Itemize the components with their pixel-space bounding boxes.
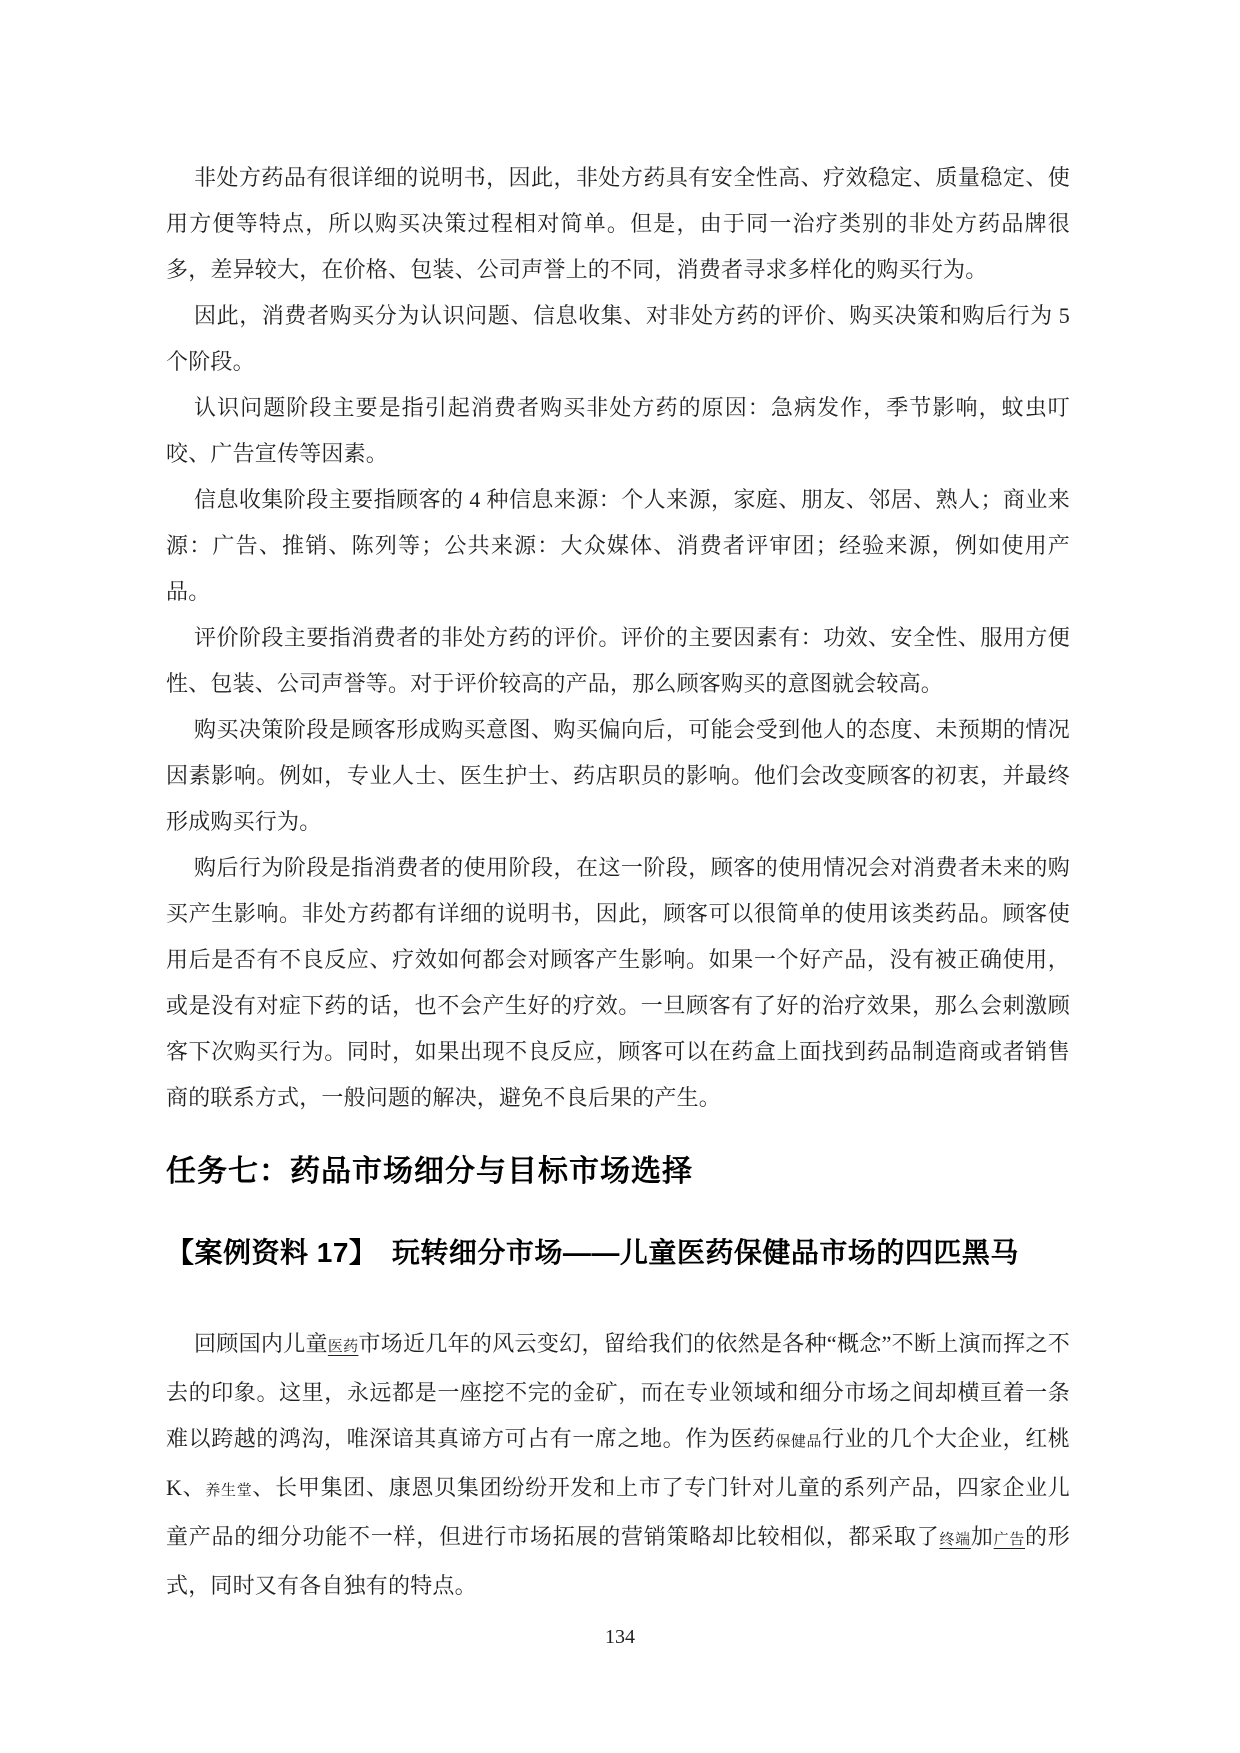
small-text-run: 终端 bbox=[939, 1532, 971, 1548]
small-text-run: 保健品 bbox=[775, 1434, 823, 1450]
text-run: 回顾国内儿童 bbox=[194, 1331, 328, 1356]
case-intro-paragraph bbox=[166, 1321, 1070, 1609]
text-run: 行业的几个大企业，红桃 K、 bbox=[166, 1426, 1071, 1500]
text-run: 市场近几年的风云变幻，留给我们的依然是各种“概念”不断上演而挥之不去的印象。这里，永远都是一座挖不完的金矿，而在专业领域和细分市场之间却横亘着一条难以跨越的鸿沟，唯深谙其真谛方可占有一席之地。作为医药 bbox=[166, 1331, 1070, 1451]
text-run: 的形式，同时又有各自独有的特点。 bbox=[166, 1524, 1070, 1598]
task-heading: 任务七：药品市场细分与目标市场选择 bbox=[166, 1155, 693, 1188]
page-number: 134 bbox=[605, 1626, 635, 1648]
text-run: 、长甲集团、康恩贝集团纷纷开发和上市了专门针对儿童的系列产品，四家企业儿童产品的细分功能不一样，但进行市场拓展的营销策略却比较相似，都采取了 bbox=[166, 1475, 1070, 1549]
body-paragraph: 非处方药品有很详细的说明书，因此，非处方药具有安全性高、疗效稳定、质量稳定、使用方便等特点，所以购买决策过程相对简单。但是，由于同一治疗类别的非处方药品牌很多，差异较大，在价格、包装、公司声誉上的不同，消费者寻求多样化的购买行为。 bbox=[166, 165, 1070, 282]
small-text-run: 养生堂 bbox=[205, 1483, 253, 1499]
body-paragraph: 购后行为阶段是指消费者的使用阶段，在这一阶段，顾客的使用情况会对消费者未来的购买产生影响。非处方药都有详细的说明书，因此，顾客可以很简单的使用该类药品。顾客使用后是否有不良反应、疗效如何都会对顾客产生影响。如果一个好产品，没有被正确使用，或是没有对症下药的话，也不会产生好的疗效。一旦顾客有了好的治疗效果，那么会刺激顾客下次购买行为。同时，如果出现不良反应，顾客可以在药盒上面找到药品制造商或者销售商的联系方式，一般问题的解决，避免不良后果的产生。 bbox=[166, 855, 1070, 1110]
small-text-run: 广告 bbox=[993, 1532, 1026, 1548]
case-heading: 【案例资料 17】 玩转细分市场——儿童医药保健品市场的四匹黑马 bbox=[166, 1237, 1019, 1268]
body-paragraph: 购买决策阶段是顾客形成购买意图、购买偏向后，可能会受到他人的态度、未预期的情况因素影响。例如，专业人士、医生护士、药店职员的影响。他们会改变顾客的初衷，并最终形成购买行为。 bbox=[166, 717, 1070, 834]
body-paragraph: 信息收集阶段主要指顾客的 4 种信息来源：个人来源，家庭、朋友、邻居、熟人；商业来源：广告、推销、陈列等；公共来源：大众媒体、消费者评审团；经验来源，例如使用产品。 bbox=[166, 487, 1070, 604]
text-run: 加 bbox=[970, 1524, 994, 1549]
body-paragraph: 评价阶段主要指消费者的非处方药的评价。评价的主要因素有：功效、安全性、服用方便性、包装、公司声誉等。对于评价较高的产品，那么顾客购买的意图就会较高。 bbox=[166, 625, 1070, 696]
small-text-run: 医药 bbox=[327, 1339, 359, 1355]
body-paragraph: 认识问题阶段主要是指引起消费者购买非处方药的原因：急病发作，季节影响，蚊虫叮咬、广告宣传等因素。 bbox=[166, 395, 1070, 466]
body-paragraph: 因此，消费者购买分为认识问题、信息收集、对非处方药的评价、购买决策和购后行为 5 个阶段。 bbox=[166, 303, 1070, 374]
